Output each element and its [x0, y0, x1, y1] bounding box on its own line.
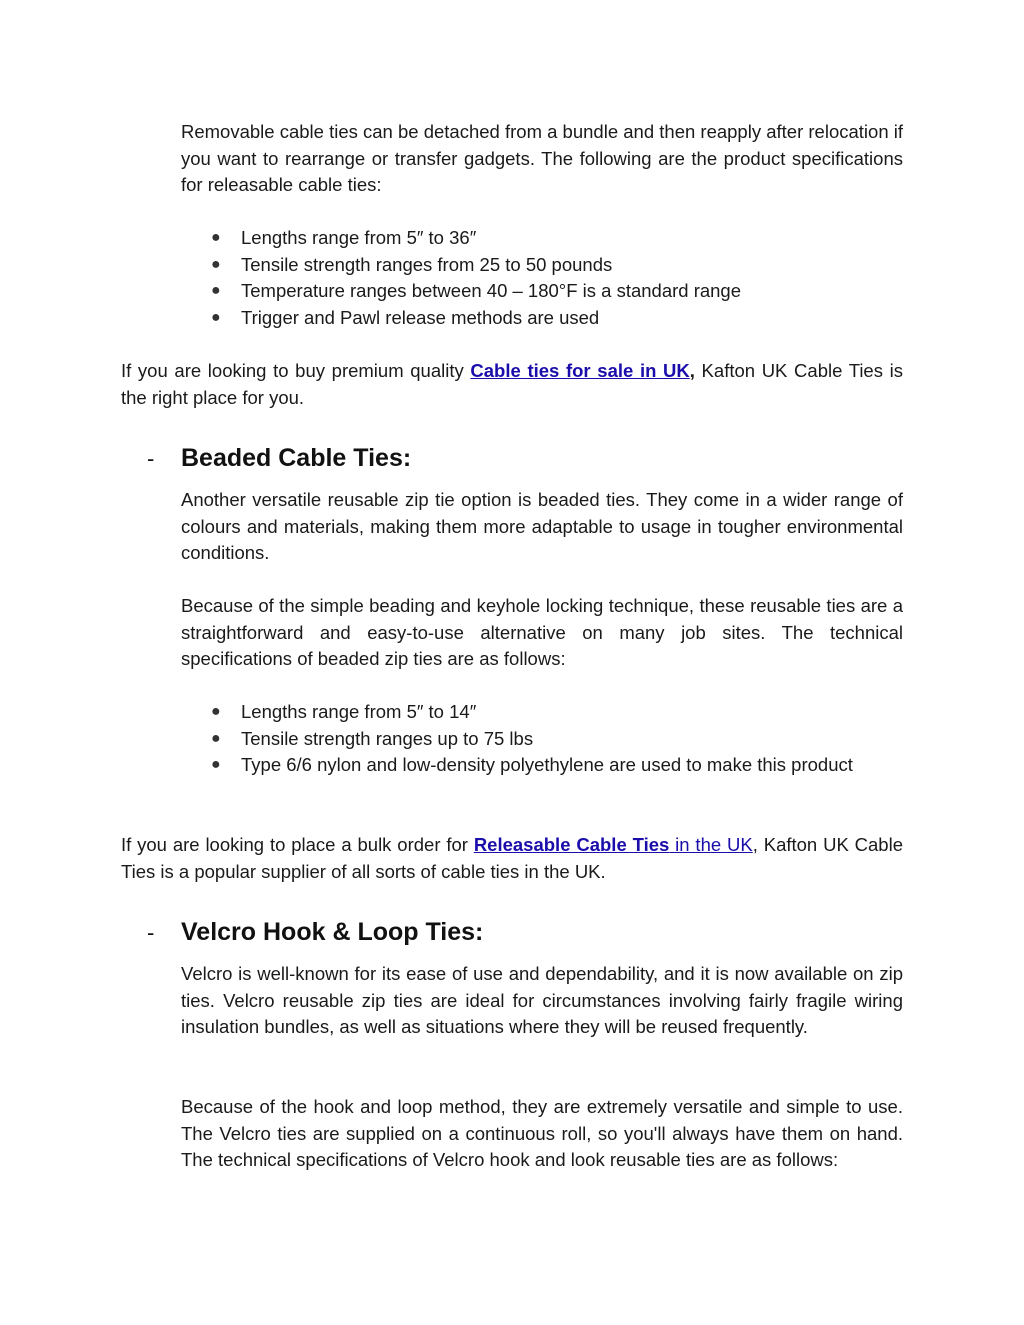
bullet-dot-icon: ● — [211, 229, 221, 246]
releasable-cable-ties-link[interactable]: Releasable Cable Ties in the UK — [473, 834, 753, 855]
beaded-paragraph-1: Another versatile reusable zip tie option is beaded ties. They come in a wider range of colours and materials, making them more adaptable to usage in tougher environmental conditions. — [181, 489, 903, 564]
promo-paragraph-1: If you are looking to buy premium quality Cable ties for sale in UK, Kafton UK Cable Ties is the right place for you. — [121, 360, 903, 408]
bullet-dot-icon: ● — [211, 255, 221, 273]
list-item: ● Temperature ranges between 40 – 180°F is a standard range — [181, 278, 903, 305]
beaded-section-heading: - Beaded Cable Ties: — [147, 444, 412, 472]
promo-paragraph-2: If you are looking to place a bulk order for Releasable Cable Ties in the UK, Kafton UK Cable Ties is a popular supplier of all sorts of cable ties in the UK. — [121, 834, 903, 882]
bullet-dot-icon: ● — [211, 756, 221, 774]
list-item: ● Tensile strength ranges from 25 to 50 pounds — [181, 252, 903, 279]
list-item: ● Tensile strength ranges up to 75 lbs — [181, 726, 903, 753]
beaded-spec-list — [181, 699, 903, 779]
bullet-dot-icon: ● — [211, 729, 221, 747]
list-item: ● Lengths range from 5″ to 36″ — [181, 225, 903, 252]
intro-spec-list — [181, 225, 903, 331]
bullet-dot-icon: ● — [211, 282, 221, 300]
velcro-paragraph-2: Because of the hook and loop method, they are extremely versatile and simple to use. The Velcro ties are supplied on a continuous roll, so you'll always have them on hand. The technical specifications of Velcro hook and look reusable ties are as follows: — [181, 1096, 903, 1171]
list-item: ● Trigger and Pawl release methods are used — [181, 305, 903, 332]
list-item: ● Type 6/6 nylon and low-density polyethylene are used to make this product — [181, 752, 903, 779]
bullet-dot-icon: ● — [211, 308, 221, 326]
intro-paragraph: Removable cable ties can be detached from a bundle and then reapply after relocation if you want to rearrange or transfer gadgets. The following are the product specifications for releasable cable ties: — [181, 121, 903, 196]
velcro-section-heading: - Velcro Hook & Loop Ties: — [147, 918, 484, 946]
velcro-paragraph-1: Velcro is well-known for its ease of use and dependability, and it is now available on zip ties. Velcro reusable zip ties are ideal for circumstances involving fairly fragile wiring insulation bundles, as well as situations where they will be reused frequently. — [181, 963, 903, 1038]
list-item: ● Lengths range from 5″ to 14″ — [181, 699, 903, 726]
beaded-paragraph-2: Because of the simple beading and keyhole locking technique, these reusable ties are a straightforward and easy-to-use alternative on many job sites. The technical specifications of beaded zip ties are as follows: — [181, 595, 903, 670]
cable-ties-for-sale-link[interactable]: Cable ties for sale in UK — [470, 360, 690, 381]
bullet-dot-icon: ● — [211, 703, 221, 720]
